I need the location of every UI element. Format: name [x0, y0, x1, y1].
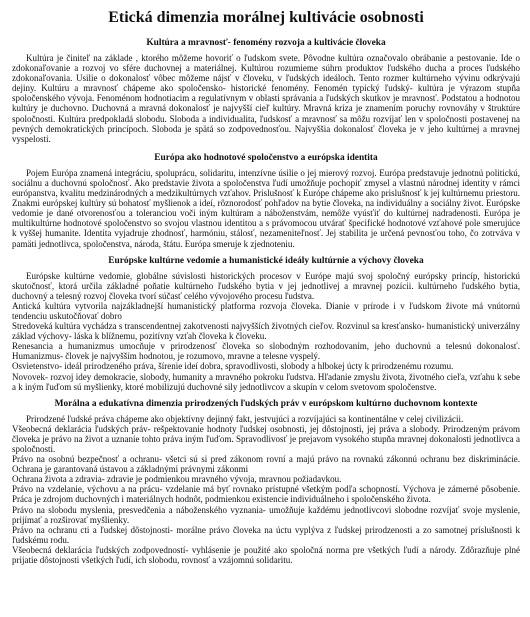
- section-european-identity: [12, 153, 520, 249]
- paragraph: Všeobecná deklarácia ľudských práv- rešpektovanie hodnoty ľudskej osobnosti, jej dôstojnosti, jej práva a slobody. Prirodzeným právom človeka je právo na život a uznanie tohto práva iným ľuďom. Spravodlivosť je prejavom vysokého stupňa mravnej dokonalosti jednotlivca a spoločnosti.: [12, 423, 520, 454]
- paragraph: Európske kultúrne vedomie, globálne súvislosti historických procesov v Európe majú svoj spoločný európsky princíp, historickú skutočnosť, ktorá určila základné poňatie kultúrneho ľudského bytia v jej jednotlivej a mravnej pozícii. kultúrneho ľudského bytia, duchovný a telesný rozvoj človeka tvorí súčasť celého vývojového procesu ľudstva.: [12, 270, 520, 301]
- paragraph: Novovek- rozvoj idey demokracie, slobody, humanity a mravného pokroku ľudstva. Hľadanie zmyslu života, životného cieľa, vzťahu k sebe a k iným ľuďom sú myšlienky, ktoré mobilizujú duchovné sily jednotlivcov a skupín v celom svetovom spoločenstve.: [12, 371, 520, 392]
- paragraph: Pojem Európa znamená integráciu, spoluprácu, solidaritu, intenzívne úsilie o jej mierový rozvoj. Európa predstavuje jednotnú politickú, sociálnu a duchovnú spoločnosť. Ako predstavie života a spoločenstva ľudí umožňuje pochopiť zmysel a vlastnú národnej identity v rámci európanstva, kvalitu medzinárodných a medzikultúrnych vzťahov. Prislušnosť k Európe chápeme ako prislušnosť k jej kultúrnemu priestoru. Znakmi európskej kultúry sú bohatosť myšlienok a ideí, rôznorodosť pohľadov na bytie človeka, na individuálny a sociálny život. Európske vedomie je dané otvorenosťou a toleranciou voči iným kultúram a náboženstvám, nemôže vyúsťiť do kultúrnej nadradenosti. Európa je multikultúrne hodnotové spoločenstvo so svojou vlastnou identitou a s právomocou utvárať špecifické hodnotové vzťahové pole smerujúce k vyššej humanite. Identita vyjadruje zhodnosť, harmóniu, stálosť, nezameniteľnosť. Jej stabilita je určená pevnosťou toho, čo zotrváva v pamäti jednotlivca, spoločenstva, národa, štátu. Európa smeruje k zjednoteniu.: [12, 167, 520, 249]
- section-heading: Morálna a edukatívna dimenzia prirodzených ľudských práv v európskom kultúrno duchovnom kontexte: [54, 398, 478, 409]
- paragraph: Právo na osobnú bezpečnosť a ochranu- všetci sú si pred zákonom rovní a majú právo na rovnakú zákonnú ochranu bez diskriminácie. Ochrana je garantovaná ústavou a základnými právnymi zákonmi: [12, 454, 520, 475]
- paragraph: Prirodzené ľudské práva chápeme ako objektívny dejinný fakt, jestvujúci a rozvíjajúci sa kontinentálne v celej civilizácii.: [26, 413, 464, 424]
- paragraph: Stredoveká kultúra vychádza s transcendentnej zakotvenosti najvyšších životných cieľov. Rozvinul sa kresťansko- humanistický univerzálny základ výchovy- láska k blížnemu, pozitívny vzťah človeka k človeku.: [12, 321, 520, 342]
- section-culture-morality: [12, 38, 520, 144]
- paragraph: Právo na slobodu myslenia, presvedčenia a náboženského vyznania- umožňuje každému jednotlivcovi slobodne rozvíjať svoje myslenie, prijímať a rozširovať myšlienky.: [12, 504, 520, 525]
- section-heading: Európske kultúrne vedomie a humanistické ideály kultúrnie a výchovy človeka: [108, 255, 424, 266]
- section-heading: Európa ako hodnotové spoločenstvo a európska identita: [154, 152, 378, 163]
- document-title: Etická dimenzia morálnej kultivácie osobnosti: [108, 9, 424, 26]
- paragraph: Právo na ochranu cti a ľudskej dôstojnosti- morálne právo človeka na úctu vyplýva z ľudskej prirodzenosti a zo samotnej príslušnosti k ľudskému rodu.: [12, 524, 520, 545]
- paragraph: Právo na vzdelanie, výchovu a na prácu- vzdelanie má byť rovnako prístupné všetkým podľa schopností. Výchova je zámerné pôsobenie. Práca je zdrojom duchovných i materiálnych hodnôt, podmienkou existencie individuálneho i spoločenského života.: [12, 484, 520, 505]
- paragraph: Renesancia a humanizmus umocňuje v prirodzenosť človeka so slobodným rozhodovaním, jeho duchovnú a telesnú dokonalosť. Humanizmus- človek je najvyšším hodnotou, je rozumovo, mravne a telesne vyspelý.: [12, 341, 520, 362]
- paragraph: Kultúra je činiteľ na základe , ktorého môžeme hovoriť o ľudskom svete. Pôvodne kultúra označovalo obrábanie a pestovanie. Ide o zdokonaľovanie a rozvoj vo sfére duchovnej a materiálnej. Kultúrou rozumieme súhrn produktov ľudského ducha a proces ľudského zdokonaľovania. Usilie o dokonalosť vôbec môžeme nájsť v človeku, v ľudských ideáloch. Tento rozmer kultúrneho vývinu odkrývajú dejiny. Kultúru a mravnosť chápeme ako spoločensko- historické fenomény. Fenomén typický ľudský- kultúra je výrazom stupňa spoločenského vývoja. Fenoménom hodnotiacim a regulatívnym v oblasti správania a ľudských skutkov je mravnosť. Podstatou a hodnotou kultúry je duchovno. Duchovná a mravná dokonalosť je najvyšší cieľ kultúry. Mravná kríza je znamením poruchy rovnováhy v štruktúre spoločnosti. Kultúra predpokladá slobodu. Sloboda a individualita, ľudskosť a mravnosť sa môžu rozvíjať len v spoločnosti postavenej na pevných demokratických princípoch. Sloboda je spätá so zodpovednosťou. Najvyššia dokonalosť človeka je v jeho kultúrnej a mravnej vyspelosti.: [12, 53, 520, 144]
- section-human-rights: [12, 399, 520, 565]
- paragraph: Antická kultúra vytvorila najzákladnejší humanistický platforma rozvoja človeka. Dianie v prírode i v ľudskom živote má vnútornú tendenciu uskutočňovať dobro: [12, 300, 520, 321]
- section-heading: Kultúra a mravnosť- fenomény rozvoja a kultivácie človeka: [146, 38, 386, 48]
- paragraph: Ochrana života a zdravia- zdravie je podmienkou mravného vývoja, mravnou požiadavkou.: [12, 474, 342, 485]
- paragraph: Osvietenstvo- ideál prirodzeného práva, šírenie ideí dobra, spravodlivosti, slobody a hlbokej úcty k prirodzenému rozumu.: [12, 361, 454, 372]
- section-humanist-ideals: [12, 256, 520, 392]
- paragraph: Všeobecná deklarácia ľudských zodpovedností- vyhlásenie je použité ako spoločná norma pre všetkých ľudí a národy. Zdôrazňuje plné prijatie dôstojnosti všetkých ľudí, ich slobodu, rovnosť a vzájomnú solidaritu.: [12, 544, 520, 566]
